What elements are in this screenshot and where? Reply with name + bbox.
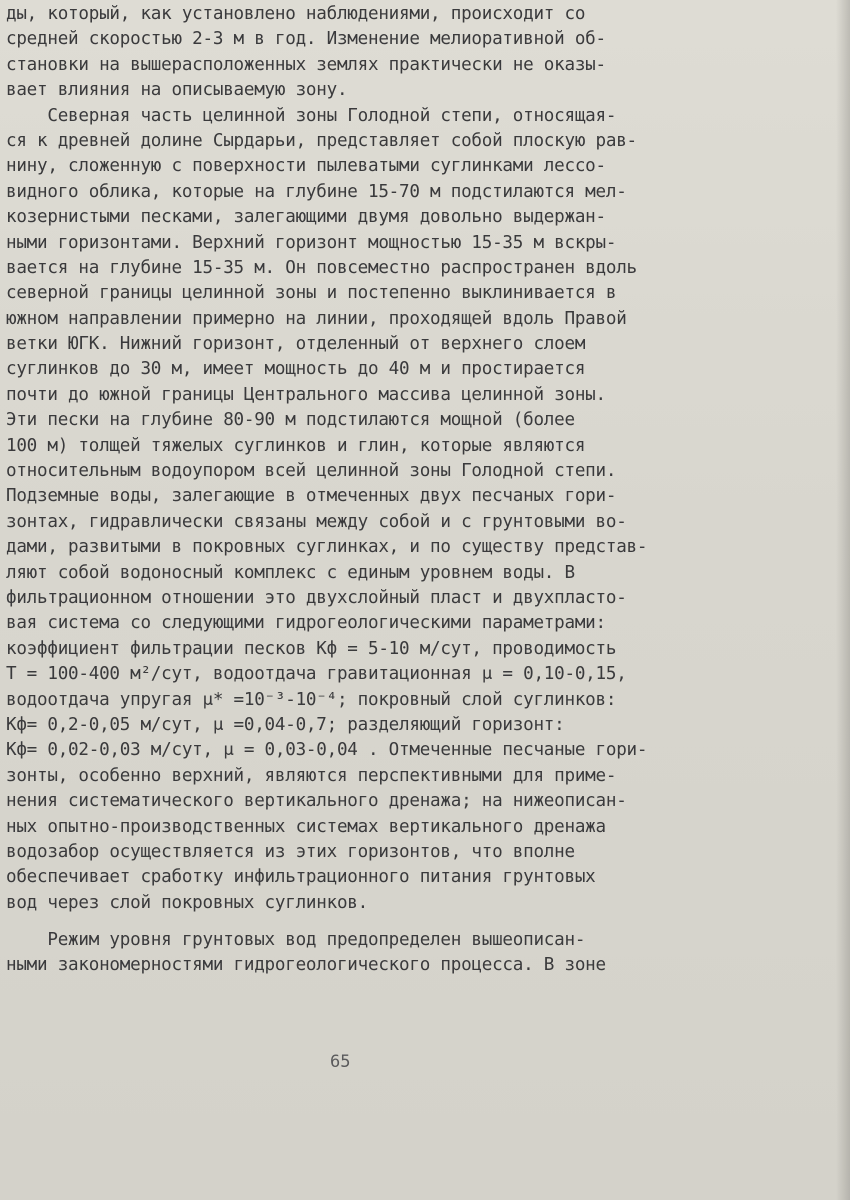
text-line: вает влияния на описываемую зону. <box>6 80 348 101</box>
text-line: Подземные воды, залегающие в отмеченных двух песчаных гори- <box>6 486 617 507</box>
text-line: ляют собой водоносный комплекс с единым уровнем воды. В <box>6 562 575 583</box>
text-line: зонтах, гидравлически связаны между собой и с грунтовыми во- <box>6 511 627 532</box>
text-line: ветки ЮГК. Нижний горизонт, отделенный от верхнего слоем <box>6 334 586 355</box>
text-line: ных опытно-производственных системах вертикального дренажа <box>6 816 606 837</box>
text-line: нения систематического вертикального дренажа; на нижеописан- <box>6 791 627 812</box>
text-line: водоотдача упругая μ* =10⁻³-10⁻⁴; покровный слой суглинков: <box>6 689 617 710</box>
text-line: северной границы целинной зоны и постепенно выклинивается в <box>6 283 617 304</box>
text-line: 100 м) толщей тяжелых суглинков и глин, которые являются <box>6 435 586 456</box>
text-line: водозабор осуществляется из этих горизонтов, что вполне <box>6 841 575 862</box>
text-line: Кф= 0,2-0,05 м/сут, μ =0,04-0,7; разделяющий горизонт: <box>6 714 565 735</box>
text-line: Северная часть целинной зоны Голодной степи, относящая- <box>6 105 617 126</box>
text-line: вод через слой покровных суглинков. <box>6 892 368 913</box>
text-line: относительным водоупором всей целинной зоны Голодной степи. <box>6 461 617 482</box>
text-line: фильтрационном отношении это двухслойный пласт и двухпласто- <box>6 587 627 608</box>
text-line: Эти пески на глубине 80-90 м подстилаются мощной (более <box>6 410 575 431</box>
text-line: Т = 100-400 м²/сут, водоотдача гравитационная μ = 0,10-0,15, <box>6 664 627 685</box>
text-line: ными горизонтами. Верхний горизонт мощностью 15-35 м вскры- <box>6 232 617 253</box>
text-line: дами, развитыми в покровных суглинках, и по существу представ- <box>6 537 648 558</box>
text-line: зонты, особенно верхний, являются перспективными для приме- <box>6 765 617 786</box>
text-line: вается на глубине 15-35 м. Он повсеместно распространен вдоль <box>6 257 637 278</box>
text-line: ными закономерностями гидрогеологического процесса. В зоне <box>6 955 606 976</box>
text-line: видного облика, которые на глубине 15-70 м подстилаются мел- <box>6 181 627 202</box>
text-line: южном направлении примерно на линии, проходящей вдоль Правой <box>6 308 627 329</box>
body-text <box>6 2 826 979</box>
text-line: козернистыми песками, залегающими двумя довольно выдержан- <box>6 207 606 228</box>
text-line: Кф= 0,02-0,03 м/сут, μ = 0,03-0,04 . Отмеченные песчаные гори- <box>6 740 648 761</box>
text-line: вая система со следующими гидрогеологическими параметрами: <box>6 613 606 634</box>
text-line: становки на вышерасположенных землях практически не оказы- <box>6 54 606 75</box>
text-line: Режим уровня грунтовых вод предопределен вышеописан- <box>6 930 586 951</box>
text-line: суглинков до 30 м, имеет мощность до 40 м и простирается <box>6 359 586 380</box>
text-line: ся к древней долине Сырдарьи, представляет собой плоскую рав- <box>6 130 637 151</box>
text-line: ды, который, как установлено наблюдениями, происходит со <box>6 4 586 24</box>
text-line: нину, сложенную с поверхности пылеватыми суглинками лессо- <box>6 156 606 177</box>
text-line: обеспечивает сработку инфильтрационного питания грунтовых <box>6 867 596 888</box>
text-line: коэффициент фильтрации песков Кф = 5-10 м/сут, проводимость <box>6 638 617 659</box>
page-edge-shadow <box>836 0 850 1200</box>
page-number: 65 <box>330 1052 351 1072</box>
text-line: средней скоростью 2-3 м в год. Изменение мелиоративной об- <box>6 29 606 50</box>
text-line: почти до южной границы Центрального массива целинной зоны. <box>6 384 606 405</box>
